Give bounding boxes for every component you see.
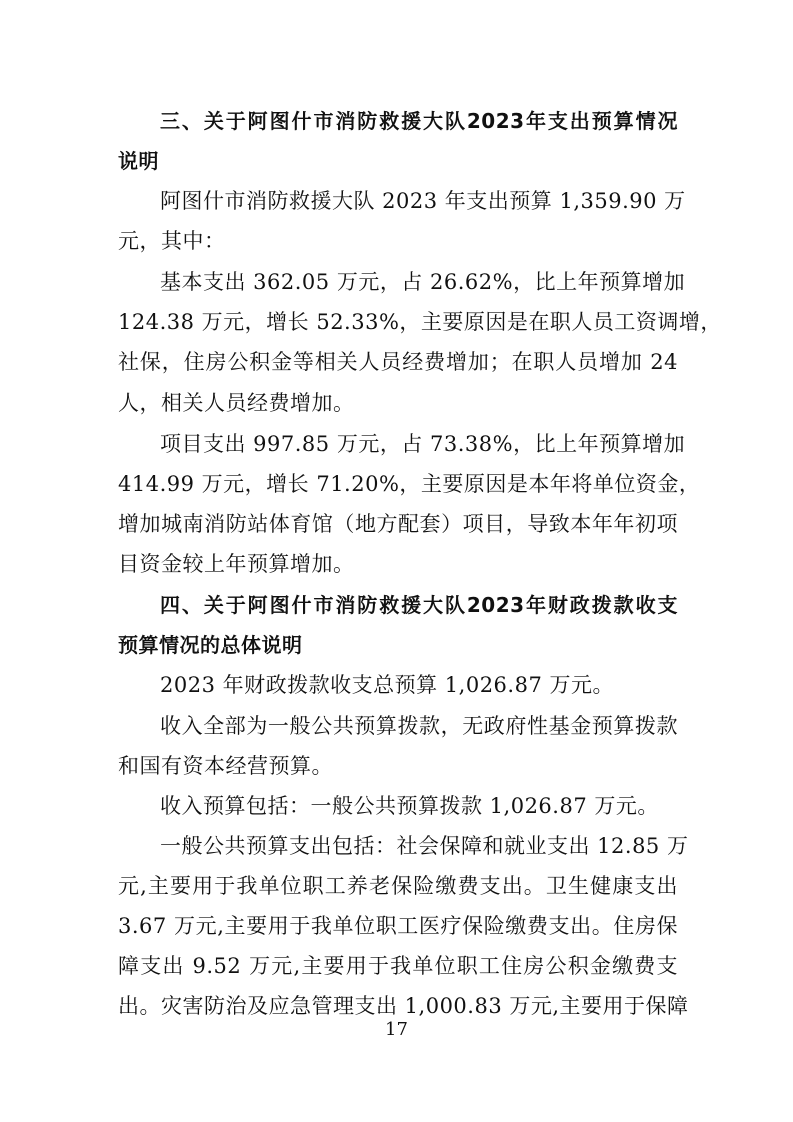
- paragraph-line: 社保，住房公积金等相关人员经费增加；在职人员增加 24: [118, 350, 678, 374]
- paragraph-line: 基本支出 362.05 万元，占 26.62%，比上年预算增加: [160, 270, 686, 294]
- page-number: 17: [385, 1019, 408, 1040]
- paragraph-line: 阿图什市消防救援大队 2023 年支出预算 1,359.90 万: [160, 189, 686, 213]
- paragraph-line: 元,主要用于我单位职工养老保险缴费支出。卫生健康支出: [118, 874, 678, 898]
- paragraph-line: 元，其中：: [118, 229, 226, 253]
- section-4-heading-cont: 预算情况的总体说明: [118, 633, 303, 657]
- paragraph-line: 收入全部为一般公共预算拨款，无政府性基金预算拨款: [160, 714, 678, 738]
- section-3-heading-cont: 说明: [118, 149, 159, 173]
- paragraph-line: 3.67 万元,主要用于我单位职工医疗保险缴费支出。住房保: [118, 914, 678, 938]
- paragraph-line: 124.38 万元，增长 52.33%，主要原因是在职人员工资调增，: [118, 310, 722, 334]
- paragraph-line: 障支出 9.52 万元,主要用于我单位职工住房公积金缴费支: [118, 954, 678, 978]
- paragraph-line: 414.99 万元，增长 71.20%，主要原因是本年将单位资金，: [118, 472, 701, 496]
- paragraph-line: 项目支出 997.85 万元，占 73.38%，比上年预算增加: [160, 432, 686, 456]
- paragraph-line: 2023 年财政拨款收支总预算 1,026.87 万元。: [160, 673, 614, 697]
- section-4-heading: 四、关于阿图什市消防救援大队2023年财政拨款收支: [160, 593, 678, 617]
- paragraph-line: 出。灾害防治及应急管理支出 1,000.83 万元,主要用于保障: [118, 994, 689, 1018]
- paragraph-line: 目资金较上年预算增加。: [118, 552, 355, 576]
- section-3-heading: 三、关于阿图什市消防救援大队2023年支出预算情况: [160, 109, 678, 133]
- paragraph-line: 收入预算包括：一般公共预算拨款 1,026.87 万元。: [160, 794, 659, 818]
- paragraph-line: 增加城南消防站体育馆（地方配套）项目，导致本年年初项: [118, 512, 678, 536]
- paragraph-line: 和国有资本经营预算。: [118, 754, 333, 778]
- paragraph-line: 人，相关人员经费增加。: [118, 391, 355, 415]
- paragraph-line: 一般公共预算支出包括：社会保障和就业支出 12.85 万: [160, 834, 689, 858]
